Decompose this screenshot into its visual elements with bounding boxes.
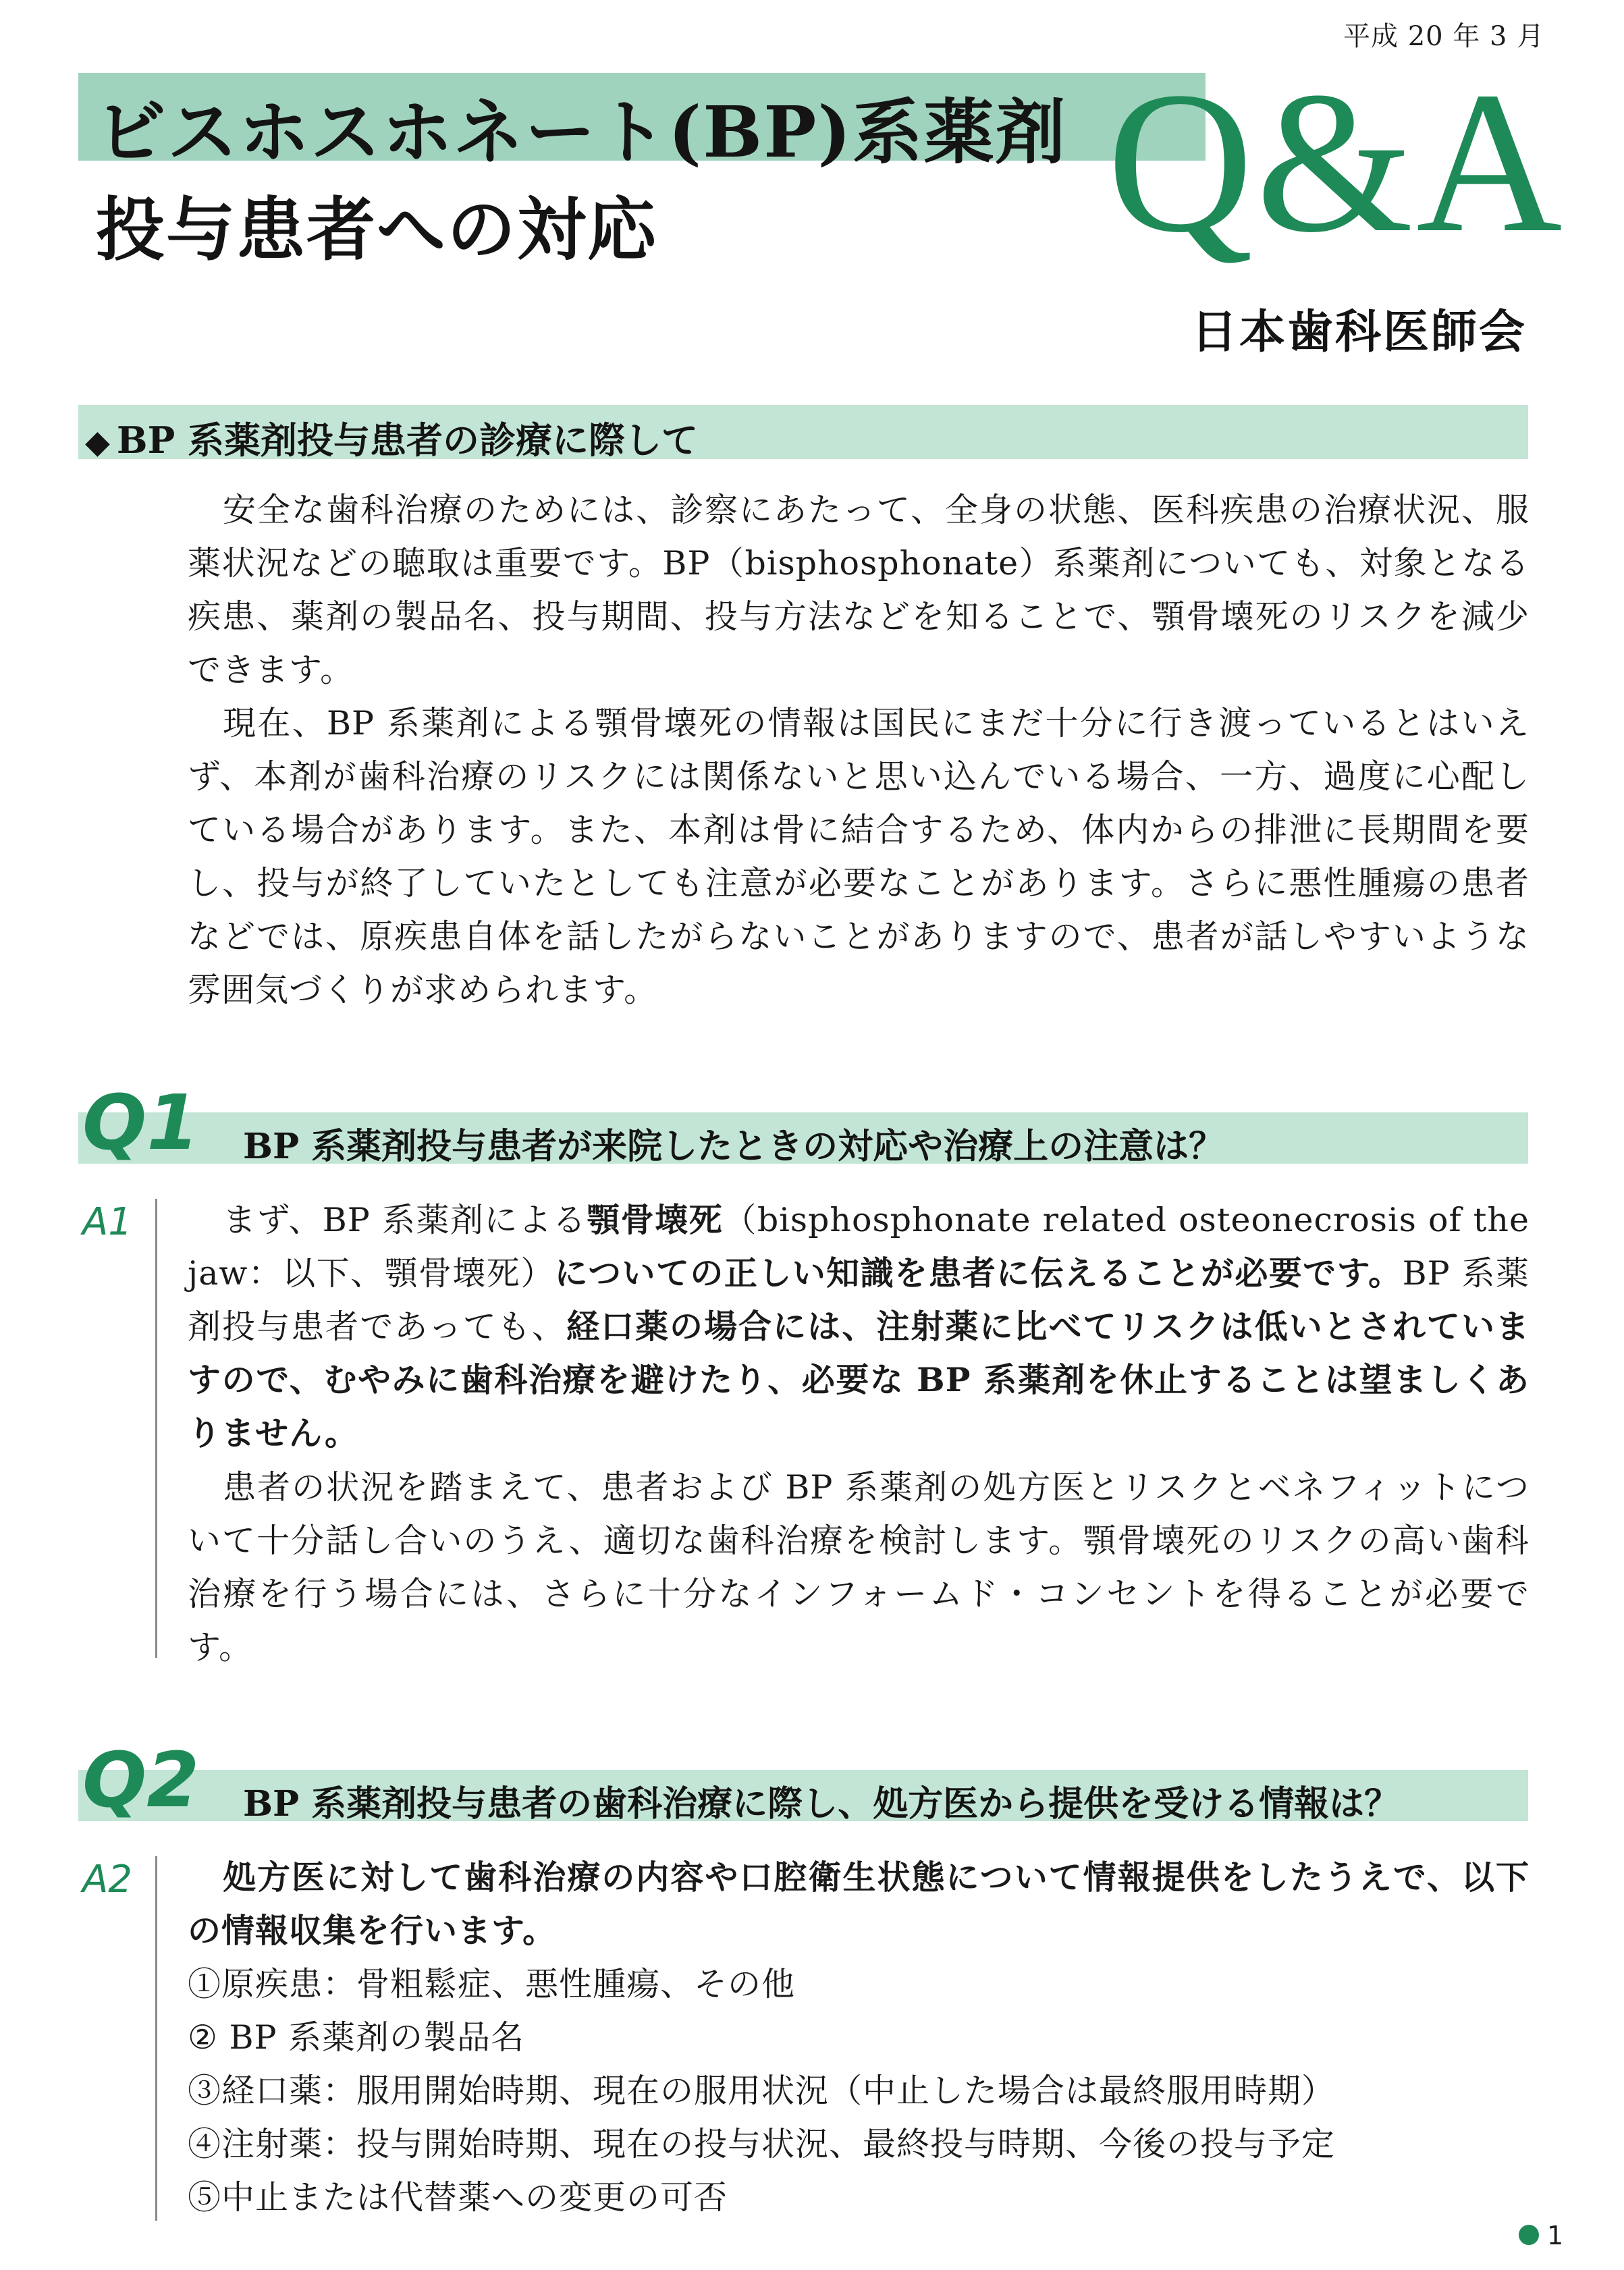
list-item: ①原疾患：骨粗鬆症、悪性腫瘍、その他 — [188, 1965, 796, 2003]
a2-number: A2 — [82, 1858, 132, 1901]
page-subtitle: 投与患者への対応 — [96, 190, 657, 271]
a1-text: BP 系薬剤投与患者であっても、 — [188, 1254, 1530, 1346]
a1-text: （bisphosphonate related osteonecrosis of the jaw：以下、顎骨壊死） — [188, 1201, 1530, 1293]
section-heading-text: BP 系薬剤投与患者の診療に際して — [116, 418, 698, 462]
a1-number: A1 — [82, 1200, 132, 1244]
q1-number: Q1 — [82, 1079, 200, 1167]
q1-question: BP 系薬剤投与患者が来院したときの対応や治療上の注意は？ — [243, 1126, 1224, 1167]
qa-logo: Q&A — [1107, 50, 1565, 274]
a1-text: まず、BP 系薬剤による — [223, 1201, 587, 1239]
section-heading — [85, 412, 698, 464]
a2-lead: 処方医に対して歯科治療の内容や口腔衛生状態について情報提供をしたうえで、以下の情報収集を行います。 — [188, 1858, 1530, 1950]
page-title: ビスホスホネート(BP)系薬剤 — [96, 90, 1067, 173]
a1-rule — [155, 1199, 157, 1658]
issue-date: 平成 20 年 3 月 — [1343, 21, 1545, 52]
publisher-name: 日本歯科医師会 — [1191, 305, 1527, 359]
a1-emphasis: 顎骨壊死 — [587, 1200, 724, 1239]
a1-paragraph-1 — [188, 1193, 1530, 1460]
page-number: 1 — [1547, 2221, 1564, 2250]
q2-number: Q2 — [82, 1737, 200, 1825]
a1-emphasis: 経口薬の場合には、注射薬に比べてリスクは低いとされていますので、むやみに歯科治療を避けたり、必要な BP 系薬剤を休止することは望ましくありません。 — [188, 1307, 1530, 1453]
a1-paragraph-2: 患者の状況を踏まえて、患者および BP 系薬剤の処方医とリスクとベネフィットについて十分話し合いのうえ、適切な歯科治療を検討します。顎骨壊死のリスクの高い歯科治療を行う場合には、さらに十分なインフォームド・コンセントを得ることが必要です。 — [188, 1468, 1530, 1667]
intro-paragraph-2: 現在、BP 系薬剤による顎骨壊死の情報は国民にまだ十分に行き渡っているとはいえず、本剤が歯科治療のリスクには関係ないと思い込んでいる場合、一方、過度に心配している場合があります。また、本剤は骨に結合するため、体内からの排泄に長期間を要し、投与が終了していたとしても注意が必要なことがあります。さらに悪性腫瘍の患者などでは、原疾患自体を話したがらないことがありますので、患者が話しやすいような雰囲気づくりが求められます。 — [188, 704, 1530, 1009]
a1-emphasis: についての正しい知識を患者に伝えることが必要です。 — [554, 1253, 1403, 1293]
intro-paragraph-1: 安全な歯科治療のためには、診察にあたって、全身の状態、医科疾患の治療状況、服薬状況などの聴取は重要です。BP（bisphosphonate）系薬剤についても、対象となる疾患、薬剤の製品名、投与期間、投与方法などを知ることで、顎骨壊死のリスクを減少できます。 — [188, 491, 1530, 689]
a2-rule — [155, 1856, 157, 2221]
list-item: ② BP 系薬剤の製品名 — [188, 2018, 525, 2057]
list-item: ③経口薬：服用開始時期、現在の服用状況（中止した場合は最終服用時期） — [188, 2072, 1336, 2110]
diamond-icon: ◆ — [85, 423, 110, 461]
list-item: ⑤中止または代替薬への変更の可否 — [188, 2178, 728, 2217]
page-dot-icon — [1519, 2225, 1539, 2245]
list-item: ④注射薬：投与開始時期、現在の投与状況、最終投与時期、今後の投与予定 — [188, 2125, 1336, 2163]
q2-question: BP 系薬剤投与患者の歯科治療に際し、処方医から提供を受ける情報は？ — [243, 1783, 1400, 1825]
